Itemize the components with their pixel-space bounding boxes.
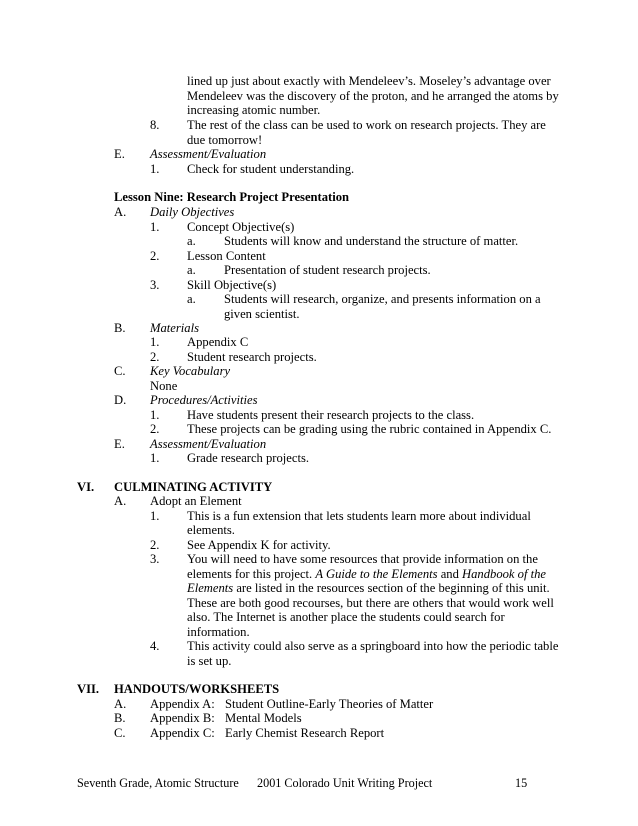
list-item: Grade research projects.	[187, 451, 310, 465]
section-letter: C.	[114, 725, 126, 740]
major-heading: CULMINATING ACTIVITY	[114, 479, 273, 494]
appendix-title: Student Outline-Early Theories of Matter	[225, 696, 434, 711]
list-number: 1.	[150, 219, 160, 234]
roman-numeral: VI.	[77, 479, 95, 494]
list-item: See Appendix K for activity.	[187, 537, 331, 552]
sublist-letter: a.	[187, 292, 196, 306]
paragraph-line: increasing atomic number.	[187, 103, 321, 117]
list-number: 1.	[150, 508, 160, 523]
sublist-item: Presentation of student research projects.	[224, 263, 431, 277]
list-item: Lesson Content	[187, 248, 266, 263]
paragraph-line: lined up just about exactly with Mendeleev’s. Moseley’s advantage over	[187, 74, 551, 88]
list-item: The rest of the class can be used to work on research projects. They are	[187, 118, 546, 132]
section-heading: Materials	[150, 320, 199, 335]
major-heading: HANDOUTS/WORKSHEETS	[114, 682, 280, 696]
list-item: Concept Objective(s)	[187, 219, 295, 234]
section-heading: Assessment/Evaluation	[150, 436, 267, 451]
list-number: 2.	[150, 248, 160, 263]
book-title: Elements	[187, 581, 234, 595]
paragraph-line	[187, 567, 546, 582]
list-number: 3.	[150, 552, 160, 566]
sublist-letter: a.	[187, 263, 196, 277]
list-number: 1.	[150, 407, 160, 422]
paragraph-line: given scientist.	[224, 306, 300, 321]
list-item: This is a fun extension that lets students learn more about individual	[187, 508, 531, 523]
list-number: 1.	[150, 162, 160, 176]
footer-center: 2001 Colorado Unit Writing Project	[257, 776, 433, 790]
footer-left: Seventh Grade, Atomic Structure	[77, 776, 239, 790]
list-item: You will need to have some resources that provide information on the	[187, 552, 538, 566]
book-title: A Guide to the Elements	[315, 566, 438, 581]
list-number: 8.	[150, 118, 160, 132]
section-letter: A.	[114, 696, 127, 711]
paragraph-line: information.	[187, 624, 250, 639]
paragraph-line: Mendeleev was the discovery of the proton, and he arranged the atoms by	[187, 88, 559, 103]
paragraph-line	[187, 581, 550, 596]
list-item: These projects can be grading using the rubric contained in Appendix C.	[187, 422, 552, 436]
section-letter: A.	[114, 494, 127, 508]
section-heading: Key Vocabulary	[150, 364, 231, 378]
section-letter: E.	[114, 147, 125, 161]
list-number: 4.	[150, 639, 160, 653]
list-item: Have students present their research projects to the class.	[187, 407, 475, 422]
section-letter: E.	[114, 436, 125, 451]
roman-numeral: VII.	[77, 682, 100, 696]
list-number: 3.	[150, 277, 160, 292]
section-heading: Procedures/Activities	[150, 393, 258, 407]
text-run: are listed in the resources section of the beginning of this unit.	[233, 581, 550, 595]
paragraph-line: elements.	[187, 523, 235, 537]
list-item: This activity could also serve as a springboard into how the periodic table	[187, 639, 559, 653]
paragraph-line: also. The Internet is another place the students could search for	[187, 610, 505, 624]
paragraph-line: None	[150, 378, 178, 393]
section-letter: B.	[114, 711, 126, 725]
appendix-label: Appendix C:	[150, 725, 215, 740]
list-number: 2.	[150, 537, 160, 552]
page-number: 15	[515, 776, 528, 790]
section-heading: Adopt an Element	[150, 494, 242, 508]
paragraph-line: These are both good recourses, but there are others that would work well	[187, 595, 554, 610]
appendix-title: Mental Models	[225, 711, 302, 725]
list-number: 1.	[150, 335, 160, 349]
section-heading: Daily Objectives	[150, 205, 235, 219]
list-number: 2.	[150, 349, 160, 364]
book-title: Handbook of the	[462, 566, 546, 581]
section-letter: C.	[114, 364, 126, 378]
section-letter: D.	[114, 393, 127, 407]
paragraph-line: is set up.	[187, 653, 232, 668]
text-run: elements for this project.	[187, 566, 316, 581]
list-item: Check for student understanding.	[187, 162, 355, 176]
list-item: Student research projects.	[187, 349, 317, 364]
lesson-title: Lesson Nine: Research Project Presentation	[114, 190, 350, 204]
sublist-letter: a.	[187, 234, 196, 248]
sublist-item: Students will know and understand the structure of matter.	[224, 234, 519, 248]
list-number: 1.	[150, 451, 160, 465]
section-letter: B.	[114, 320, 126, 335]
list-item: Skill Objective(s)	[187, 277, 277, 292]
list-number: 2.	[150, 422, 160, 436]
text-run: and	[437, 566, 463, 581]
appendix-title: Early Chemist Research Report	[225, 725, 385, 740]
appendix-label: Appendix A:	[150, 696, 215, 711]
list-item: Appendix C	[187, 335, 249, 349]
sublist-item: Students will research, organize, and presents information on a	[224, 292, 541, 306]
section-letter: A.	[114, 205, 127, 219]
appendix-label: Appendix B:	[150, 711, 215, 725]
section-heading: Assessment/Evaluation	[150, 147, 267, 161]
paragraph-line: due tomorrow!	[187, 132, 263, 147]
